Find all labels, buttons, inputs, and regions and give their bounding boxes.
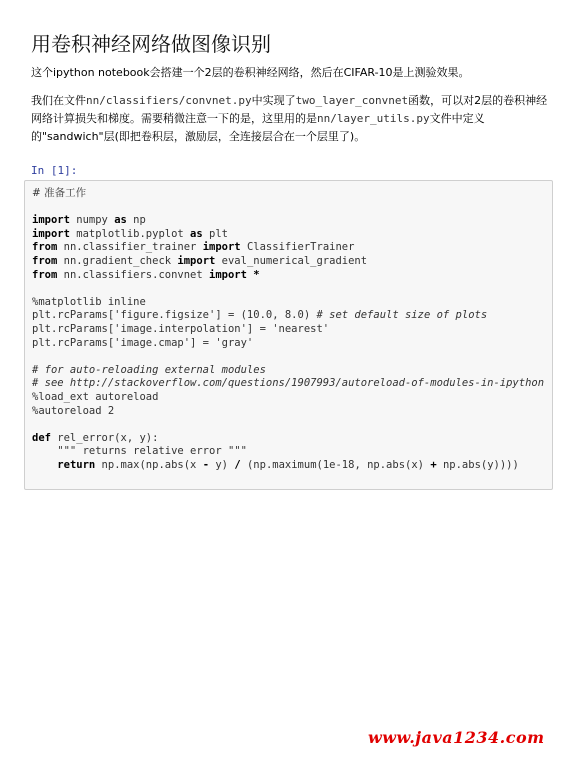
code-token: ClassifierTrainer: [240, 241, 355, 254]
keyword-import: import: [177, 254, 216, 267]
intro-paragraph-2: [31, 92, 547, 146]
watermark: www.java1234.com: [368, 728, 545, 747]
code-token: plt: [202, 227, 228, 240]
text-run: 网络计算损失和梯度。需要稍微注意一下的是，这里用的是: [31, 112, 317, 125]
code-comment: # for auto-reloading external modules: [32, 363, 266, 376]
keyword-as: as: [190, 227, 203, 240]
code-cell[interactable]: [24, 180, 553, 490]
input-prompt: In [1]:: [31, 164, 78, 177]
keyword-as: as: [114, 214, 127, 227]
code-token: rel_error(x, y):: [50, 431, 159, 444]
text-run: 文件中定义: [429, 112, 485, 125]
keyword-import: import: [32, 227, 70, 240]
text-run: 的"sandwich"层(即把卷积层，激励层，全连接层合在一个层里了)。: [31, 130, 366, 143]
operator-plus: +: [430, 458, 437, 471]
magic-command: %matplotlib inline: [32, 295, 146, 308]
code-token: (np.maximum(1e-18, np.abs(x): [240, 458, 431, 471]
code-comment: [32, 187, 86, 199]
code-token: nn.classifier_trainer: [57, 241, 203, 254]
keyword-def: def: [32, 431, 51, 444]
intro-paragraph-1: 这个ipython notebook会搭建一个2层的卷积神经网络，然后在CIFAR-10是上测验效果。: [31, 66, 470, 79]
code-token: plt.rcParams['image.interpolation'] = 'nearest': [32, 322, 330, 335]
text-run: 我们在文件: [31, 94, 86, 107]
keyword-import: import: [32, 214, 70, 227]
file-path-convnet: nn/classifiers/convnet.py: [86, 94, 252, 107]
text-run: 函数，可以对2层的卷积神经: [408, 94, 548, 107]
keyword-from: from: [32, 268, 58, 281]
keyword-import: import: [202, 241, 241, 254]
code-comment: # set default size of plots: [316, 309, 488, 322]
keyword-from: from: [32, 241, 58, 254]
docstring: """ returns relative error """: [32, 445, 247, 458]
code-token-star: *: [246, 268, 260, 281]
code-token: plt.rcParams['figure.figsize'] = (10.0, 8.0): [32, 309, 317, 322]
magic-command: %autoreload 2: [32, 404, 115, 417]
code-token: eval_numerical_gradient: [215, 254, 368, 267]
code-comment: # see http://stackoverflow.com/questions/1907993/autoreload-of-modules-in-ipython: [32, 377, 545, 390]
code-token: nn.gradient_check: [57, 254, 178, 267]
operator-divide: /: [234, 458, 241, 471]
operator-minus: -: [202, 458, 210, 471]
code-token: np: [126, 214, 146, 227]
file-path-layer-utils: nn/layer_utils.py: [317, 112, 430, 125]
magic-command: %load_ext autoreload: [32, 390, 159, 403]
code-token: nn.classifiers.convnet: [57, 268, 210, 281]
code-token: matplotlib.pyplot: [69, 227, 191, 240]
code-token: plt.rcParams['image.cmap'] = 'gray': [32, 336, 254, 349]
code-token: np.max(np.abs(x: [95, 458, 203, 471]
code-token: np.abs(y)))): [436, 458, 519, 471]
keyword-import: import: [209, 268, 247, 281]
code-token: numpy: [69, 214, 115, 227]
keyword-return: return: [57, 458, 96, 471]
keyword-from: from: [32, 254, 58, 267]
code-comment-zh: # 准备工作: [32, 187, 87, 199]
code-block[interactable]: [25, 181, 552, 472]
page-title: 用卷积神经网络做图像识别: [31, 32, 271, 56]
function-name: two_layer_convnet: [295, 94, 409, 107]
text-run: 中实现了: [251, 94, 296, 107]
code-token: y): [209, 458, 235, 471]
